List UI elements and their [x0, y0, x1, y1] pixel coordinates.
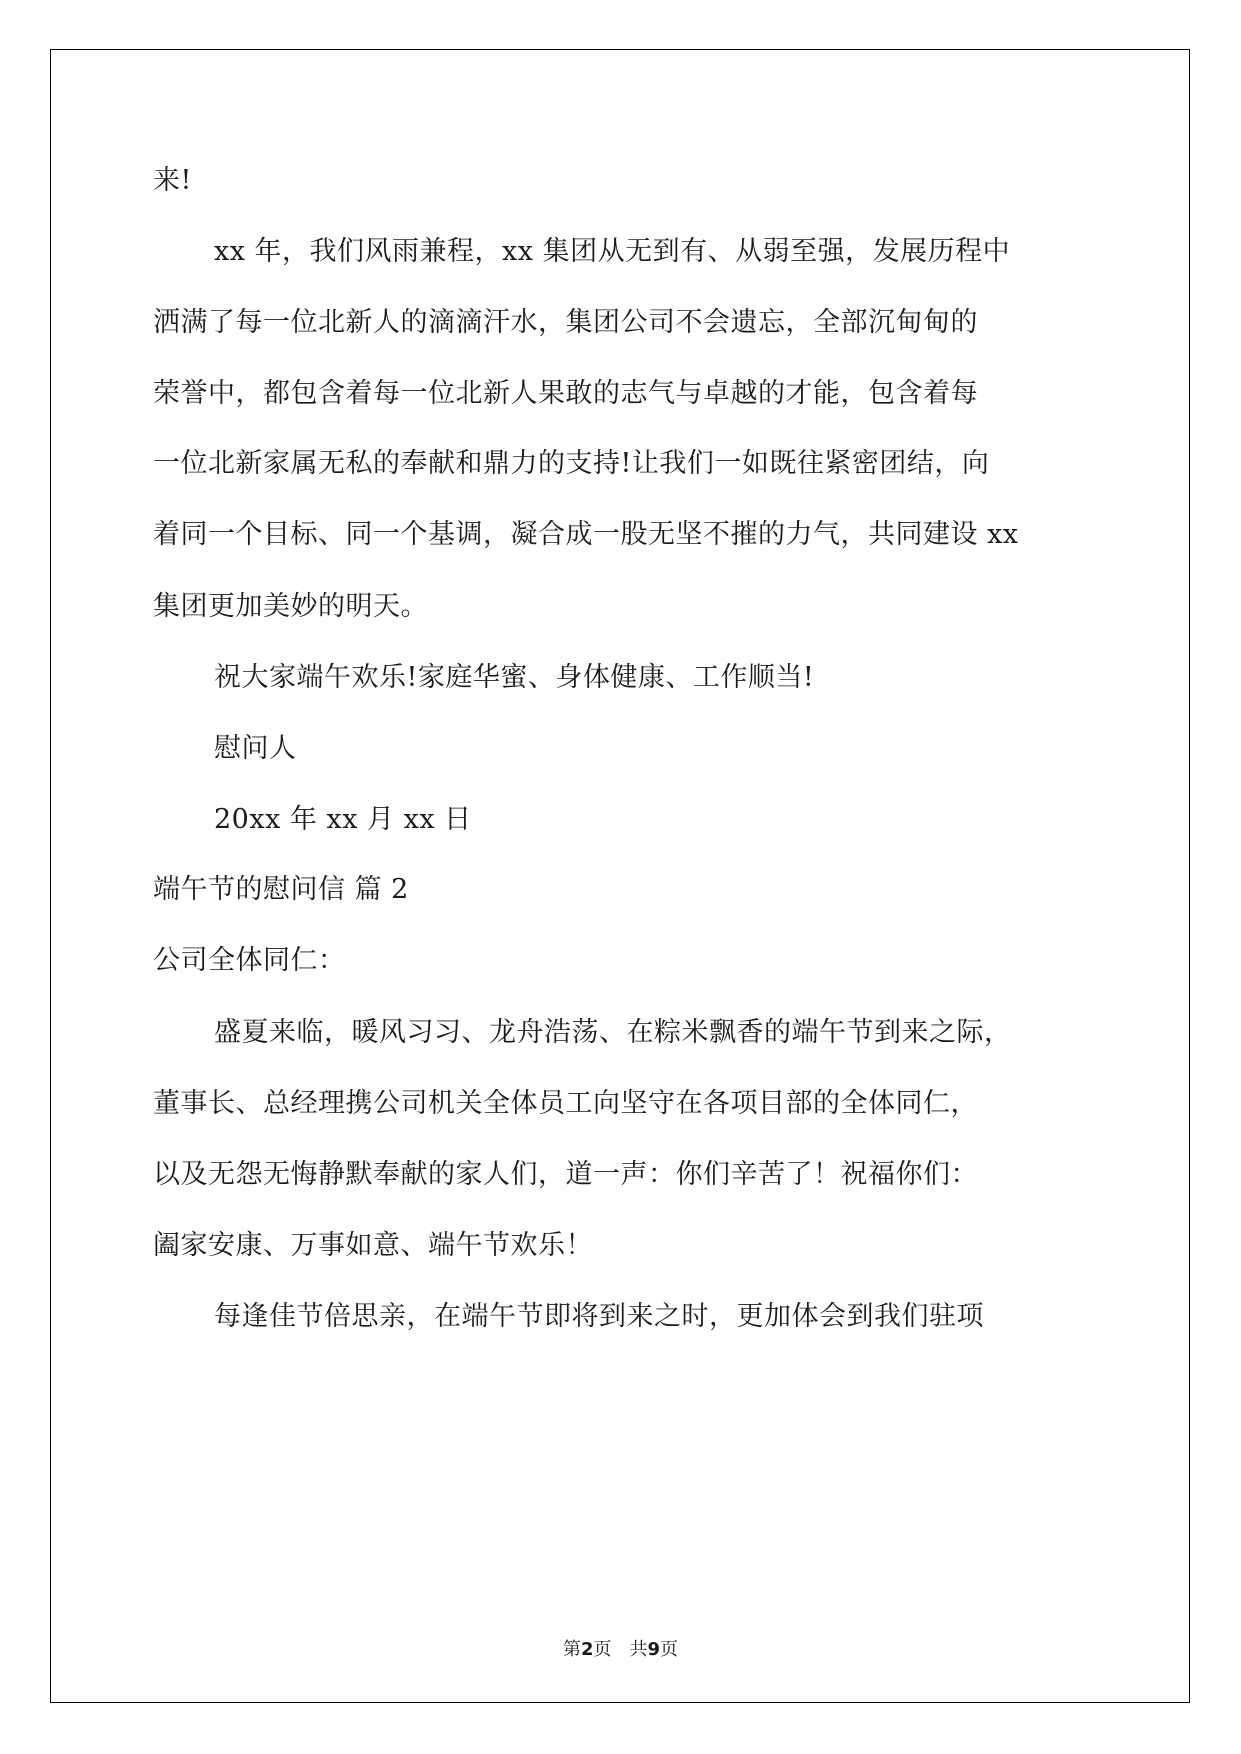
page-prefix: 第: [562, 1639, 581, 1660]
section-heading: 端午节的慰问信 篇 2: [153, 874, 409, 905]
text-line: 荣誉中，都包含着每一位北新人果敢的志气与卓越的才能，包含着每: [153, 378, 978, 409]
text-line: 洒满了每一位北新人的滴滴汗水，集团公司不会遗忘，全部沉甸甸的: [153, 307, 978, 338]
salutation: 公司全体同仁：: [153, 945, 346, 976]
text-line: 来!: [153, 165, 192, 196]
text-line: 祝大家端午欢乐!家庭华蜜、身体健康、工作顺当!: [214, 662, 815, 693]
page-mid: 页 共: [593, 1639, 648, 1660]
text-line: 以及无怨无悔静默奉献的家人们，道一声：你们辛苦了！祝福你们：: [153, 1159, 978, 1190]
text-line: 董事长、总经理携公司机关全体员工向坚守在各项目部的全体同仁，: [153, 1088, 978, 1119]
page-current: 2: [580, 1639, 594, 1660]
page-suffix: 页: [660, 1639, 679, 1660]
text-line: 阖家安康、万事如意、端午节欢乐！: [153, 1230, 593, 1261]
text-line: 20xx 年 xx 月 xx 日: [214, 804, 472, 835]
text-line: 慰问人: [214, 733, 297, 764]
text-line: xx 年，我们风雨兼程，xx 集团从无到有、从弱至强，发展历程中: [214, 236, 1011, 267]
text-line: 一位北新家属无私的奉献和鼎力的支持!让我们一如既往紧密团结，向: [153, 448, 990, 479]
text-line: 着同一个目标、同一个基调，凝合成一股无坚不摧的力气，共同建设 xx: [153, 519, 1019, 550]
page-footer: [0, 1635, 1241, 1661]
text-line: 集团更加美妙的明天。: [153, 591, 428, 622]
text-line: 盛夏来临，暖风习习、龙舟浩荡、在粽米飘香的端午节到来之际，: [214, 1017, 1012, 1048]
text-line: 每逢佳节倍思亲，在端午节即将到来之时，更加体会到我们驻项: [214, 1301, 984, 1332]
page-total: 9: [647, 1639, 661, 1660]
